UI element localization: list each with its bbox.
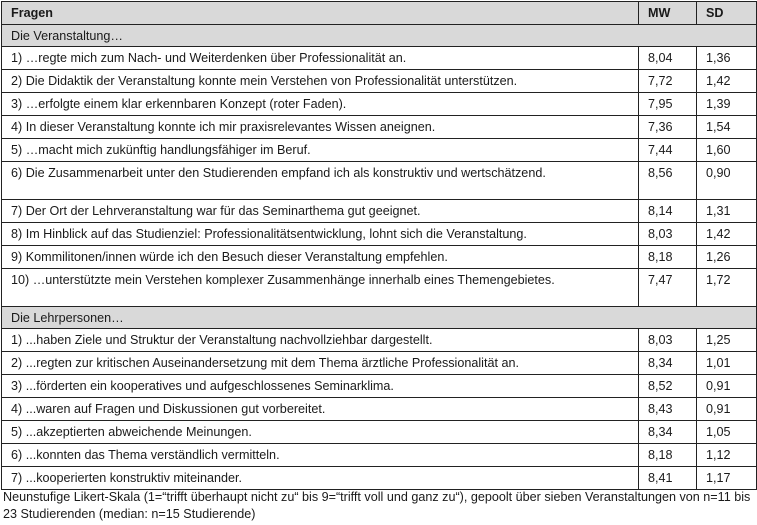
header-fragen: Fragen: [2, 2, 639, 25]
question-text: 6) Die Zusammenarbeit unter den Studierenden empfand ich als konstruktiv und wertschätzend.: [2, 162, 639, 200]
mw-value: 8,18: [639, 246, 697, 269]
sd-value: 1,42: [697, 223, 757, 246]
question-text: 1) ...haben Ziele und Struktur der Veranstaltung nachvollziehbar dargestellt.: [2, 329, 639, 352]
mw-value: 8,52: [639, 375, 697, 398]
section-row-veranstaltung: [2, 25, 757, 47]
table-row: [2, 223, 757, 246]
sd-value: 1,01: [697, 352, 757, 375]
table-row: [2, 246, 757, 269]
section-title: Die Lehrpersonen…: [2, 307, 757, 329]
sd-value: 1,36: [697, 47, 757, 70]
mw-value: 8,03: [639, 223, 697, 246]
question-text: 5) …macht mich zukünftig handlungsfähiger im Beruf.: [2, 139, 639, 162]
question-text: 4) ...waren auf Fragen und Diskussionen gut vorbereitet.: [2, 398, 639, 421]
mw-value: 8,34: [639, 352, 697, 375]
mw-value: 8,56: [639, 162, 697, 200]
table-row: [2, 47, 757, 70]
mw-value: 8,04: [639, 47, 697, 70]
mw-value: 7,47: [639, 269, 697, 307]
question-text: 1) …regte mich zum Nach- und Weiterdenken über Professionalität an.: [2, 47, 639, 70]
table-row: [2, 269, 757, 307]
sd-value: 1,17: [697, 467, 757, 490]
table-row: [2, 467, 757, 490]
mw-value: 8,14: [639, 200, 697, 223]
table-row: [2, 375, 757, 398]
mw-value: 8,41: [639, 467, 697, 490]
header-mw: MW: [639, 2, 697, 25]
table-row: [2, 329, 757, 352]
mw-value: 7,95: [639, 93, 697, 116]
table-row: [2, 444, 757, 467]
question-text: 3) …erfolgte einem klar erkennbaren Konzept (roter Faden).: [2, 93, 639, 116]
question-text: 2) ...regten zur kritischen Auseinandersetzung mit dem Thema ärztliche Professionalität an.: [2, 352, 639, 375]
sd-value: 0,90: [697, 162, 757, 200]
table-row: [2, 398, 757, 421]
question-text: 10) …unterstützte mein Verstehen komplexer Zusammenhänge innerhalb eines Themengebietes.: [2, 269, 639, 307]
mw-value: 7,72: [639, 70, 697, 93]
sd-value: 1,12: [697, 444, 757, 467]
mw-value: 8,34: [639, 421, 697, 444]
question-text: 7) ...kooperierten konstruktiv miteinander.: [2, 467, 639, 490]
question-text: 3) ...förderten ein kooperatives und aufgeschlossenes Seminarklima.: [2, 375, 639, 398]
header-sd: SD: [697, 2, 757, 25]
sd-value: 0,91: [697, 398, 757, 421]
sd-value: 1,05: [697, 421, 757, 444]
table-row: [2, 162, 757, 200]
question-text: 9) Kommilitonen/innen würde ich den Besuch dieser Veranstaltung empfehlen.: [2, 246, 639, 269]
table-row: [2, 200, 757, 223]
sd-value: 1,31: [697, 200, 757, 223]
section-row-lehrpersonen: [2, 307, 757, 329]
section-title: Die Veranstaltung…: [2, 25, 757, 47]
question-text: 2) Die Didaktik der Veranstaltung konnte mein Verstehen von Professionalität unterstützen.: [2, 70, 639, 93]
question-text: 5) ...akzeptierten abweichende Meinungen.: [2, 421, 639, 444]
table-row: [2, 352, 757, 375]
sd-value: 1,60: [697, 139, 757, 162]
mw-value: 8,18: [639, 444, 697, 467]
sd-value: 1,26: [697, 246, 757, 269]
mw-value: 7,44: [639, 139, 697, 162]
sd-value: 1,25: [697, 329, 757, 352]
sd-value: 1,42: [697, 70, 757, 93]
results-table: [1, 1, 757, 490]
mw-value: 7,36: [639, 116, 697, 139]
sd-value: 1,54: [697, 116, 757, 139]
table-row: [2, 421, 757, 444]
question-text: 6) ...konnten das Thema verständlich vermitteln.: [2, 444, 639, 467]
question-text: 7) Der Ort der Lehrveranstaltung war für das Seminarthema gut geeignet.: [2, 200, 639, 223]
sd-value: 1,72: [697, 269, 757, 307]
table-caption: Neunstufige Likert-Skala (1=“trifft überhaupt nicht zu“ bis 9=“trifft voll und ganz zu“), gepoolt über sieben Veranstaltungen von n=11 bis 23 Studierenden (median: n=15 Studierende): [3, 490, 751, 521]
table-row: [2, 93, 757, 116]
header-row: [2, 2, 757, 25]
sd-value: 0,91: [697, 375, 757, 398]
table-row: [2, 116, 757, 139]
sd-value: 1,39: [697, 93, 757, 116]
mw-value: 8,43: [639, 398, 697, 421]
question-text: 4) In dieser Veranstaltung konnte ich mir praxisrelevantes Wissen aneignen.: [2, 116, 639, 139]
mw-value: 8,03: [639, 329, 697, 352]
table-row: [2, 70, 757, 93]
table-row: [2, 139, 757, 162]
question-text: 8) Im Hinblick auf das Studienziel: Professionalitätsentwicklung, lohnt sich die Veranstaltung.: [2, 223, 639, 246]
